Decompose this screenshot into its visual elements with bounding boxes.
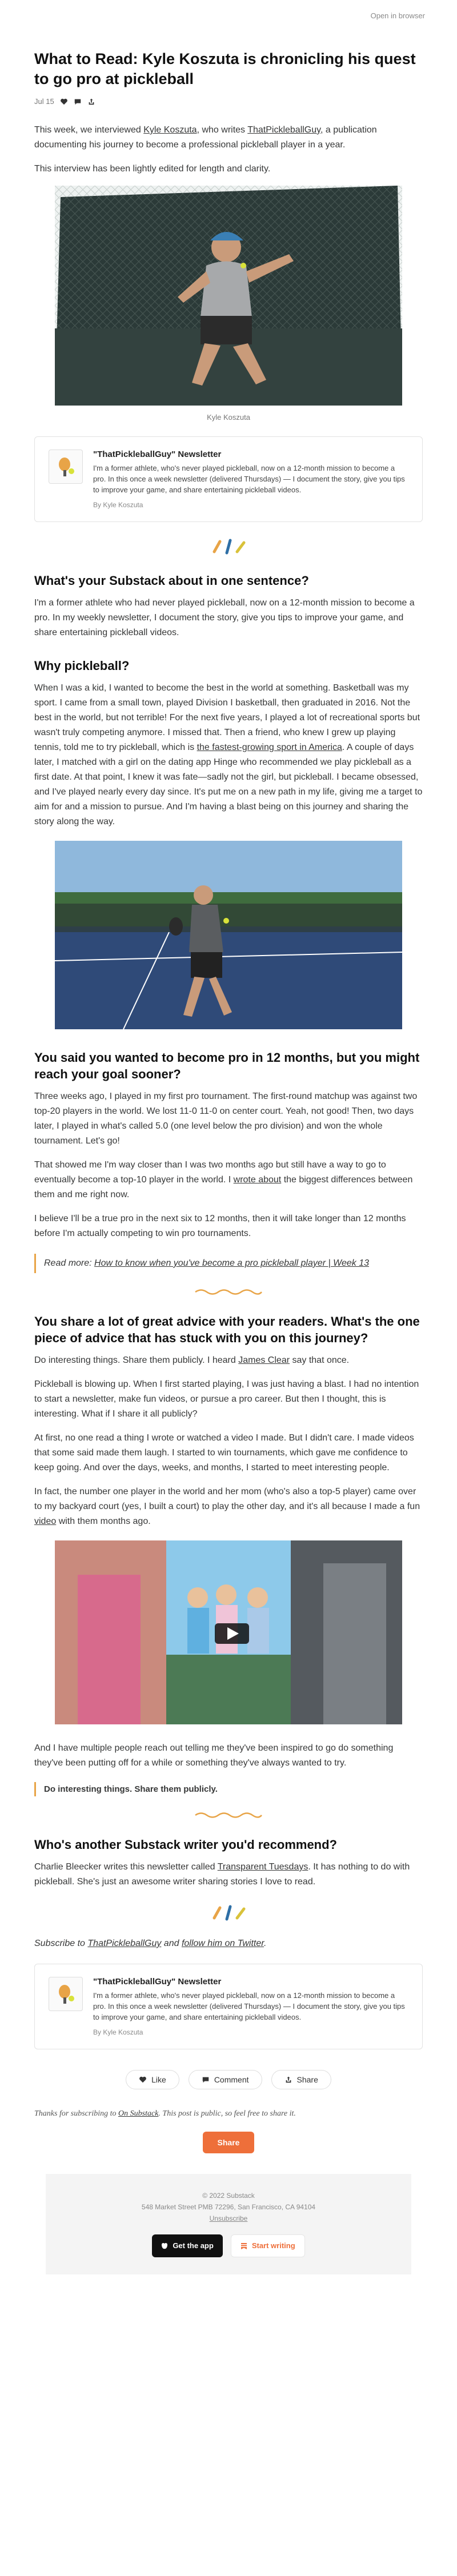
- video-link[interactable]: video: [34, 1516, 57, 1526]
- heart-icon: [139, 2076, 147, 2084]
- thanks-note: Thanks for subscribing to On Substack. This post is public, so feel free to share it.: [34, 2109, 296, 2118]
- subscribe-link[interactable]: ThatPickleballGuy: [87, 1939, 162, 1948]
- pickleball-paddle-icon: [54, 455, 77, 478]
- q4-p4: In fact, the number one player in the world and her mom (who's also a top-5 player) came over to my backyard court (yes, I built a court) to play the other day, and it's all because I made a fun video with them months ago.: [34, 1487, 420, 1526]
- on-substack-link[interactable]: On Substack: [118, 2109, 159, 2118]
- wrote-about-link[interactable]: wrote about: [233, 1175, 282, 1185]
- fastest-growing-sport-link[interactable]: the fastest-growing sport in America: [197, 743, 342, 752]
- kyle-playing-image: [55, 186, 402, 406]
- james-clear-link[interactable]: James Clear: [238, 1355, 290, 1365]
- q5-heading: Who's another Substack writer you'd recommend?: [34, 1837, 337, 1852]
- intro-paragraph: This week, we interviewed Kyle Koszuta, who writes ThatPickleballGuy, a publication documenting his journey to become a professional pickleball player in a year.: [34, 125, 377, 150]
- interesting-things-quote: Do interesting things. Share them publicly.: [34, 1782, 423, 1796]
- photo-caption: Kyle Koszuta: [207, 413, 250, 422]
- court-photo[interactable]: [55, 841, 402, 1032]
- get-the-app-button[interactable]: Get the app: [152, 2234, 223, 2257]
- q4-p2: Pickleball is blowing up. When I first started playing, I was just having a blast. I had no intention to start a newsletter, make fun videos, or pursue a pro career. But then I thought, this is interesting. What if I share it all publicly?: [34, 1379, 419, 1419]
- q1-heading: What's your Substack about in one sentence?: [34, 573, 309, 588]
- substack-icon: [240, 2242, 247, 2249]
- pencils-divider-icon: [203, 1904, 254, 1921]
- share-pill-button[interactable]: Share: [271, 2070, 331, 2089]
- start-writing-button[interactable]: Start writing: [231, 2234, 305, 2257]
- action-bar: [34, 2070, 423, 2089]
- wave-divider-2: [34, 1811, 423, 1819]
- twitter-link[interactable]: follow him on Twitter: [181, 1939, 264, 1948]
- post-column: [34, 49, 423, 2153]
- share-icon[interactable]: [87, 98, 95, 106]
- q3-heading: You said you wanted to become pro in 12 months, but you might reach your goal sooner?: [34, 1050, 420, 1081]
- copyright: © 2022 Substack: [202, 2192, 255, 2200]
- embed-description: I'm a former athlete, who's never played pickleball, now on a 12-month mission to become a pro. In this once a week newsletter (delivered Thursdays) — I document the story, give you tips to improve your game, and share entertaining pickleball videos.: [93, 464, 405, 494]
- newsletter-embed-card-2[interactable]: [34, 1964, 423, 2049]
- transparent-tuesdays-link[interactable]: Transparent Tuesdays: [217, 1862, 308, 1872]
- bottom-spacer: [0, 2274, 457, 2292]
- top-bar: [0, 0, 457, 27]
- edit-note: This interview has been lightly edited for length and clarity.: [34, 164, 271, 174]
- unsubscribe-link[interactable]: Unsubscribe: [209, 2214, 248, 2222]
- open-in-browser-link[interactable]: Open in browser: [370, 11, 425, 20]
- q3-p1: Three weeks ago, I played in my first pro tournament. The first-round matchup was against two top-20 players in the world. We lost 11-0 11-0 on center court. Yeah, not good! Then, two days later, I played in what's called 5.0 (one level below the pro division) and won the whole tournament. Let's go!: [34, 1092, 418, 1146]
- thatpickleballguy-link[interactable]: ThatPickleballGuy: [247, 125, 320, 135]
- embed-byline: By Kyle Koszuta: [93, 501, 143, 509]
- q4-p1: Do interesting things. Share them publicly. I heard James Clear say that once.: [34, 1355, 350, 1365]
- heart-icon[interactable]: [60, 98, 68, 106]
- newsletter-embed-card[interactable]: [34, 436, 423, 522]
- footer-buttons: [46, 2234, 411, 2257]
- like-button[interactable]: Like: [126, 2070, 179, 2089]
- read-more-quote: Read more: How to know when you've become a pro pickleball player | Week 13: [34, 1254, 423, 1273]
- q4-heading: You share a lot of great advice with your readers. What's the one piece of advice that has stuck with you on this journey?: [34, 1314, 420, 1345]
- q3-p2: That showed me I'm way closer than I was two months ago but still have a way to go to eventually become a top-10 player in the world. I wrote about the biggest differences between them and me right now.: [34, 1160, 413, 1199]
- embed-description: I'm a former athlete, who's never played pickleball, now on a 12-month mission to become a pro. In this once a week newsletter (delivered Thursdays) — I document the story, give you tips to improve your game, and share entertaining pickleball videos.: [93, 1991, 405, 2021]
- read-more-link[interactable]: How to know when you've become a pro pickleball player | Week 13: [94, 1258, 369, 1268]
- post-date: Jul 15: [34, 97, 54, 106]
- embed-text: [93, 1977, 408, 2036]
- q3-p3: I believe I'll be a true pro in the next six to 12 months, then it will take longer than 12 months before I'm actually competing to win pro tournaments.: [34, 1214, 406, 1238]
- comment-icon: [202, 2076, 210, 2084]
- video-embed[interactable]: [55, 1540, 402, 1727]
- comment-button[interactable]: Comment: [189, 2070, 262, 2089]
- newsletter-logo: [49, 1977, 83, 2011]
- q1-answer: I'm a former athlete who had never played pickleball, now on a 12-month mission to become a pro. In my weekly newsletter, I document the story, give you tips to improve your game, and share entertaining pickleball videos.: [34, 598, 415, 637]
- address: 548 Market Street PMB 72296, San Francisco, CA 94104: [141, 2203, 316, 2211]
- video-thumbnail: [55, 1540, 402, 1724]
- newsletter-logo: [49, 450, 83, 484]
- subscribe-line: Subscribe to ThatPickleballGuy and follow him on Twitter.: [34, 1939, 267, 1948]
- comment-icon[interactable]: [74, 98, 82, 106]
- pickleball-paddle-icon: [54, 1983, 77, 2005]
- embed-name: "ThatPickleballGuy" Newsletter: [93, 1977, 222, 1987]
- wave-divider: [34, 1288, 423, 1296]
- share-icon: [284, 2076, 292, 2084]
- footer: [46, 2174, 411, 2274]
- squiggle-divider-icon: [194, 1811, 263, 1819]
- apple-icon: [161, 2242, 168, 2250]
- kyle-koszuta-link[interactable]: Kyle Koszuta: [143, 125, 197, 135]
- q5-answer: Charlie Bleecker writes this newsletter called Transparent Tuesdays. It has nothing to do with pickleball. She's just an awesome writer sharing stories I love to read.: [34, 1862, 410, 1887]
- q2-heading: Why pickleball?: [34, 659, 130, 673]
- q4-p3: At first, no one read a thing I wrote or watched a video I made. But I didn't care. I made videos that some said made them laugh. I started to win tournaments, which gave me confidence to keep going. And over the days, weeks, and months, I started to meet interesting people.: [34, 1433, 414, 1472]
- pencils-divider-icon: [203, 538, 254, 555]
- embed-byline: By Kyle Koszuta: [93, 2028, 143, 2036]
- section-divider-2: [34, 1904, 423, 1921]
- embed-text: [93, 450, 408, 509]
- share-button[interactable]: Share: [203, 2132, 255, 2153]
- kyle-on-court-image: [55, 841, 402, 1029]
- section-divider: [34, 538, 423, 555]
- q2-answer: When I was a kid, I wanted to become the best in the world at something. Basketball was my sport. I came from a small town, played Division I basketball, then graduated in 2016. Not the best in the world, but not terrible! For the next five years, I played a lot of recreational sports but wasn't truly competing anymore. I missed that. Then a friend, who knew I grew up playing tennis, told me to try pickleball, which is the fastest-growing sport in America. A couple of days later, I matched with a girl on the dating app Hinge who recommended we play pickleball as a first date. At that point, I knew it was fate—sadly not the girl, but pickleball. I became obsessed, and I've played nearly every day since. It's put me on a new path in my life, giving me a target to aim for and a mission to pursue. And I'm having a blast being on this journey and sharing the story along the way.: [34, 683, 423, 826]
- q4-p5: And I have multiple people reach out telling me they've been inspired to go do something they've been putting off for a while or something they've always wanted to try.: [34, 1743, 394, 1768]
- kyle-photo[interactable]: [55, 186, 402, 408]
- squiggle-divider-icon: [194, 1288, 263, 1296]
- embed-name: "ThatPickleballGuy" Newsletter: [93, 450, 222, 459]
- post-meta: [34, 97, 423, 106]
- post-title[interactable]: What to Read: Kyle Koszuta is chronicling his quest to go pro at pickleball: [34, 50, 416, 87]
